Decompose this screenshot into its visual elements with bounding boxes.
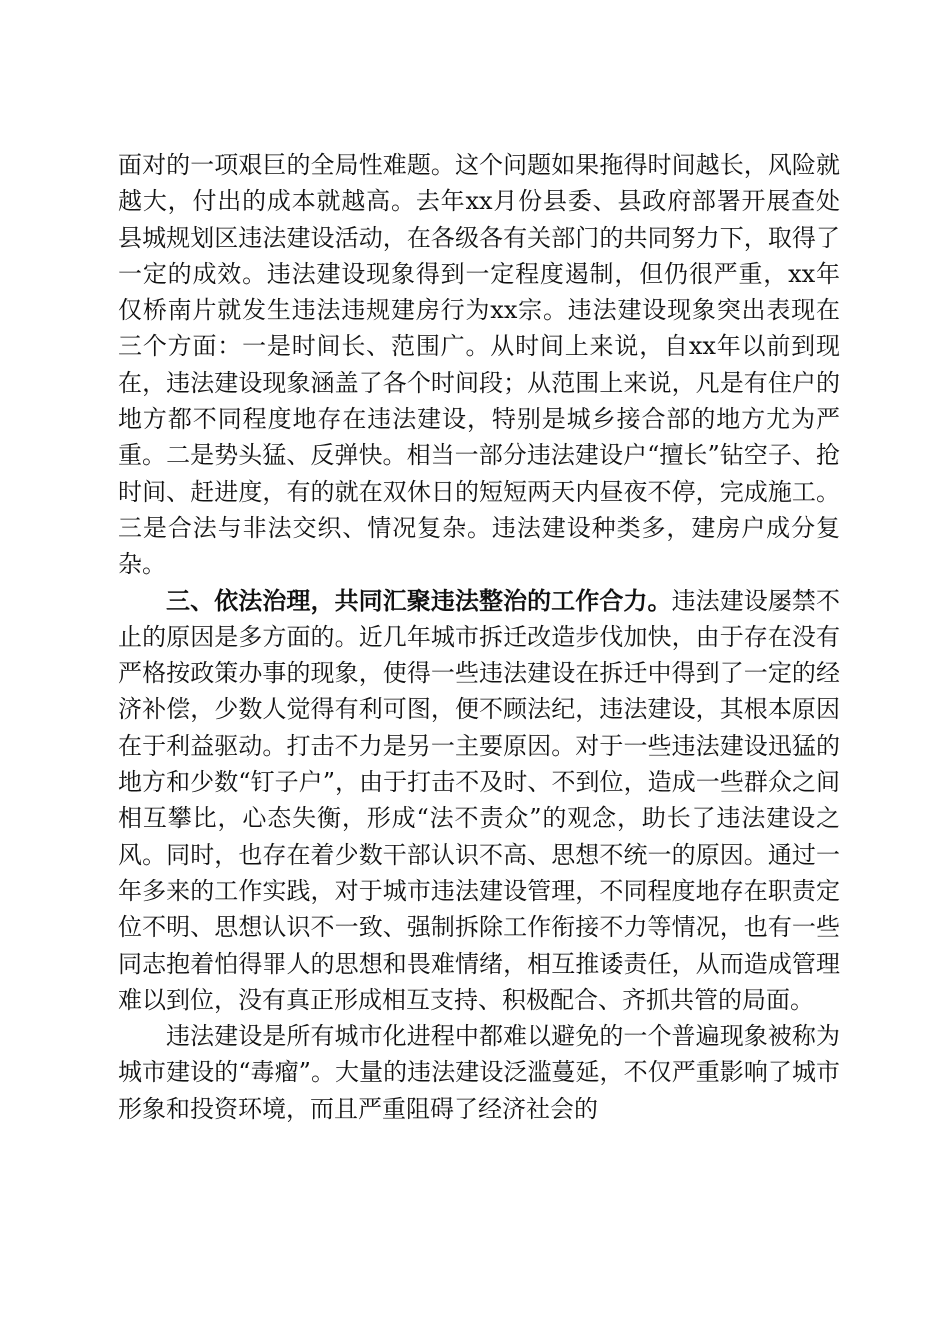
document-page	[118, 147, 840, 1127]
section-three-paragraph	[118, 583, 840, 1019]
paragraph-closing: 违法建设是所有城市化进程中都难以避免的一个普遍现象被称为城市建设的“毒瘤”。大量的违法建设泛滥蔓延，不仅严重影响了城市形象和投资环境，而且严重阻碍了经济社会的	[118, 1022, 840, 1123]
paragraph-continued: 面对的一项艰巨的全局性难题。这个问题如果拖得时间越长，风险就越大，付出的成本就越高。去年xx月份县委、县政府部署开展查处县城规划区违法建设活动，在各级各有关部门的共同努力下，取得了一定的成效。违法建设现象得到一定程度遏制，但仍很严重，xx年仅桥南片就发生违法违规建房行为xx宗。违法建设现象突出表现在三个方面：一是时间长、范围广。从时间上来说，自xx年以前到现在，违法建设现象涵盖了各个时间段；从范围上来说，凡是有住户的地方都不同程度地存在违法建设，特别是城乡接合部的地方尤为严重。二是势头猛、反弹快。相当一部分违法建设户“擅长”钻空子、抢时间、赶进度，有的就在双休日的短短两天内昼夜不停，完成施工。三是合法与非法交织、情况复杂。违法建设种类多，建房户成分复杂。	[118, 151, 840, 579]
section-three-body: 违法建设屡禁不止的原因是多方面的。近几年城市拆迁改造步伐加快，由于存在没有严格按政策办事的现象，使得一些违法建设在拆迁中得到了一定的经济补偿，少数人觉得有利可图，便不顾法纪，违法建设，其根本原因在于利益驱动。打击不力是另一主要原因。对于一些违法建设迅猛的地方和少数“钉子户”，由于打击不及时、不到位，造成一些群众之间相互攀比，心态失衡，形成“法不责众”的观念，助长了违法建设之风。同时，也存在着少数干部认识不高、思想不统一的原因。通过一年多来的工作实践，对于城市违法建设管理，不同程度地存在职责定位不明、思想认识不一致、强制拆除工作衔接不力等情况，也有一些同志抱着怕得罪人的思想和畏难情绪，相互推诿责任，从而造成管理难以到位，没有真正形成相互支持、积极配合、齐抓共管的局面。	[118, 586, 841, 1014]
section-three-heading: 三、依法治理，共同汇聚违法整治的工作合力。	[166, 586, 672, 615]
